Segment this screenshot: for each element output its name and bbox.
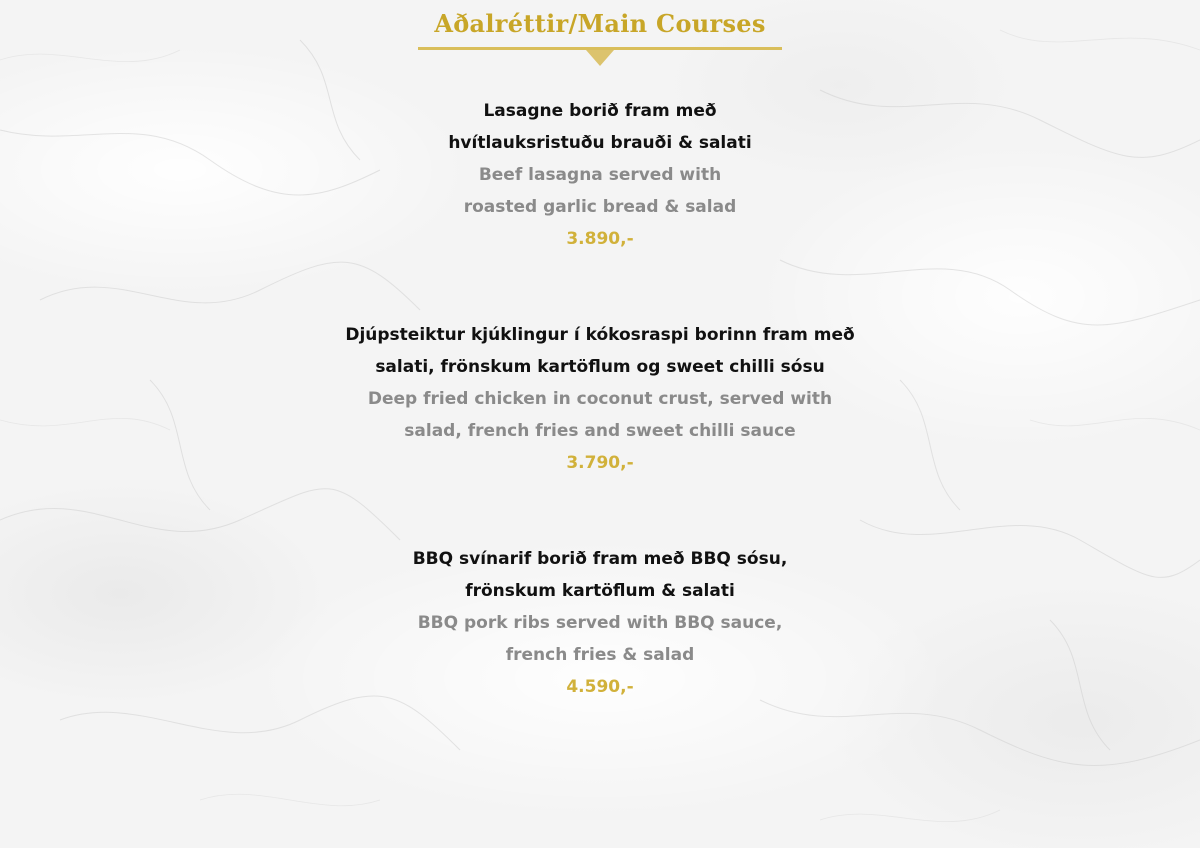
- item-price: 3.890,-: [566, 229, 634, 249]
- item-name-is-line2: salati, frönskum kartöflum og sweet chilli sósu: [375, 357, 825, 377]
- item-price: 4.590,-: [566, 677, 634, 697]
- item-name-is-line1: Lasagne borið fram með: [483, 101, 717, 121]
- menu-item-lasagna: [0, 95, 1200, 255]
- item-name-is-line1: Djúpsteiktur kjúklingur í kókosraspi borinn fram með: [345, 325, 855, 345]
- item-name-en-line2: french fries & salad: [505, 645, 695, 665]
- menu-item-ribs: [0, 543, 1200, 703]
- section-title: Aðalréttir/Main Courses: [434, 9, 766, 38]
- item-name-en-line1: Deep fried chicken in coconut crust, served with: [367, 389, 833, 409]
- item-name-en-line1: Beef lasagna served with: [478, 165, 722, 185]
- item-name-en-line2: roasted garlic bread & salad: [463, 197, 737, 217]
- item-name-en-line1: BBQ pork ribs served with BBQ sauce,: [417, 613, 783, 633]
- item-price: 3.790,-: [566, 453, 634, 473]
- section-header: [0, 6, 1200, 42]
- item-name-en-line2: salad, french fries and sweet chilli sauce: [404, 421, 796, 441]
- item-name-is-line2: frönskum kartöflum & salati: [465, 581, 735, 601]
- item-name-is-line2: hvítlauksristuðu brauði & salati: [448, 133, 752, 153]
- item-name-is-line1: BBQ svínarif borið fram með BBQ sósu,: [412, 549, 788, 569]
- title-arrow-ornament: [586, 50, 614, 66]
- menu-item-chicken: [0, 319, 1200, 479]
